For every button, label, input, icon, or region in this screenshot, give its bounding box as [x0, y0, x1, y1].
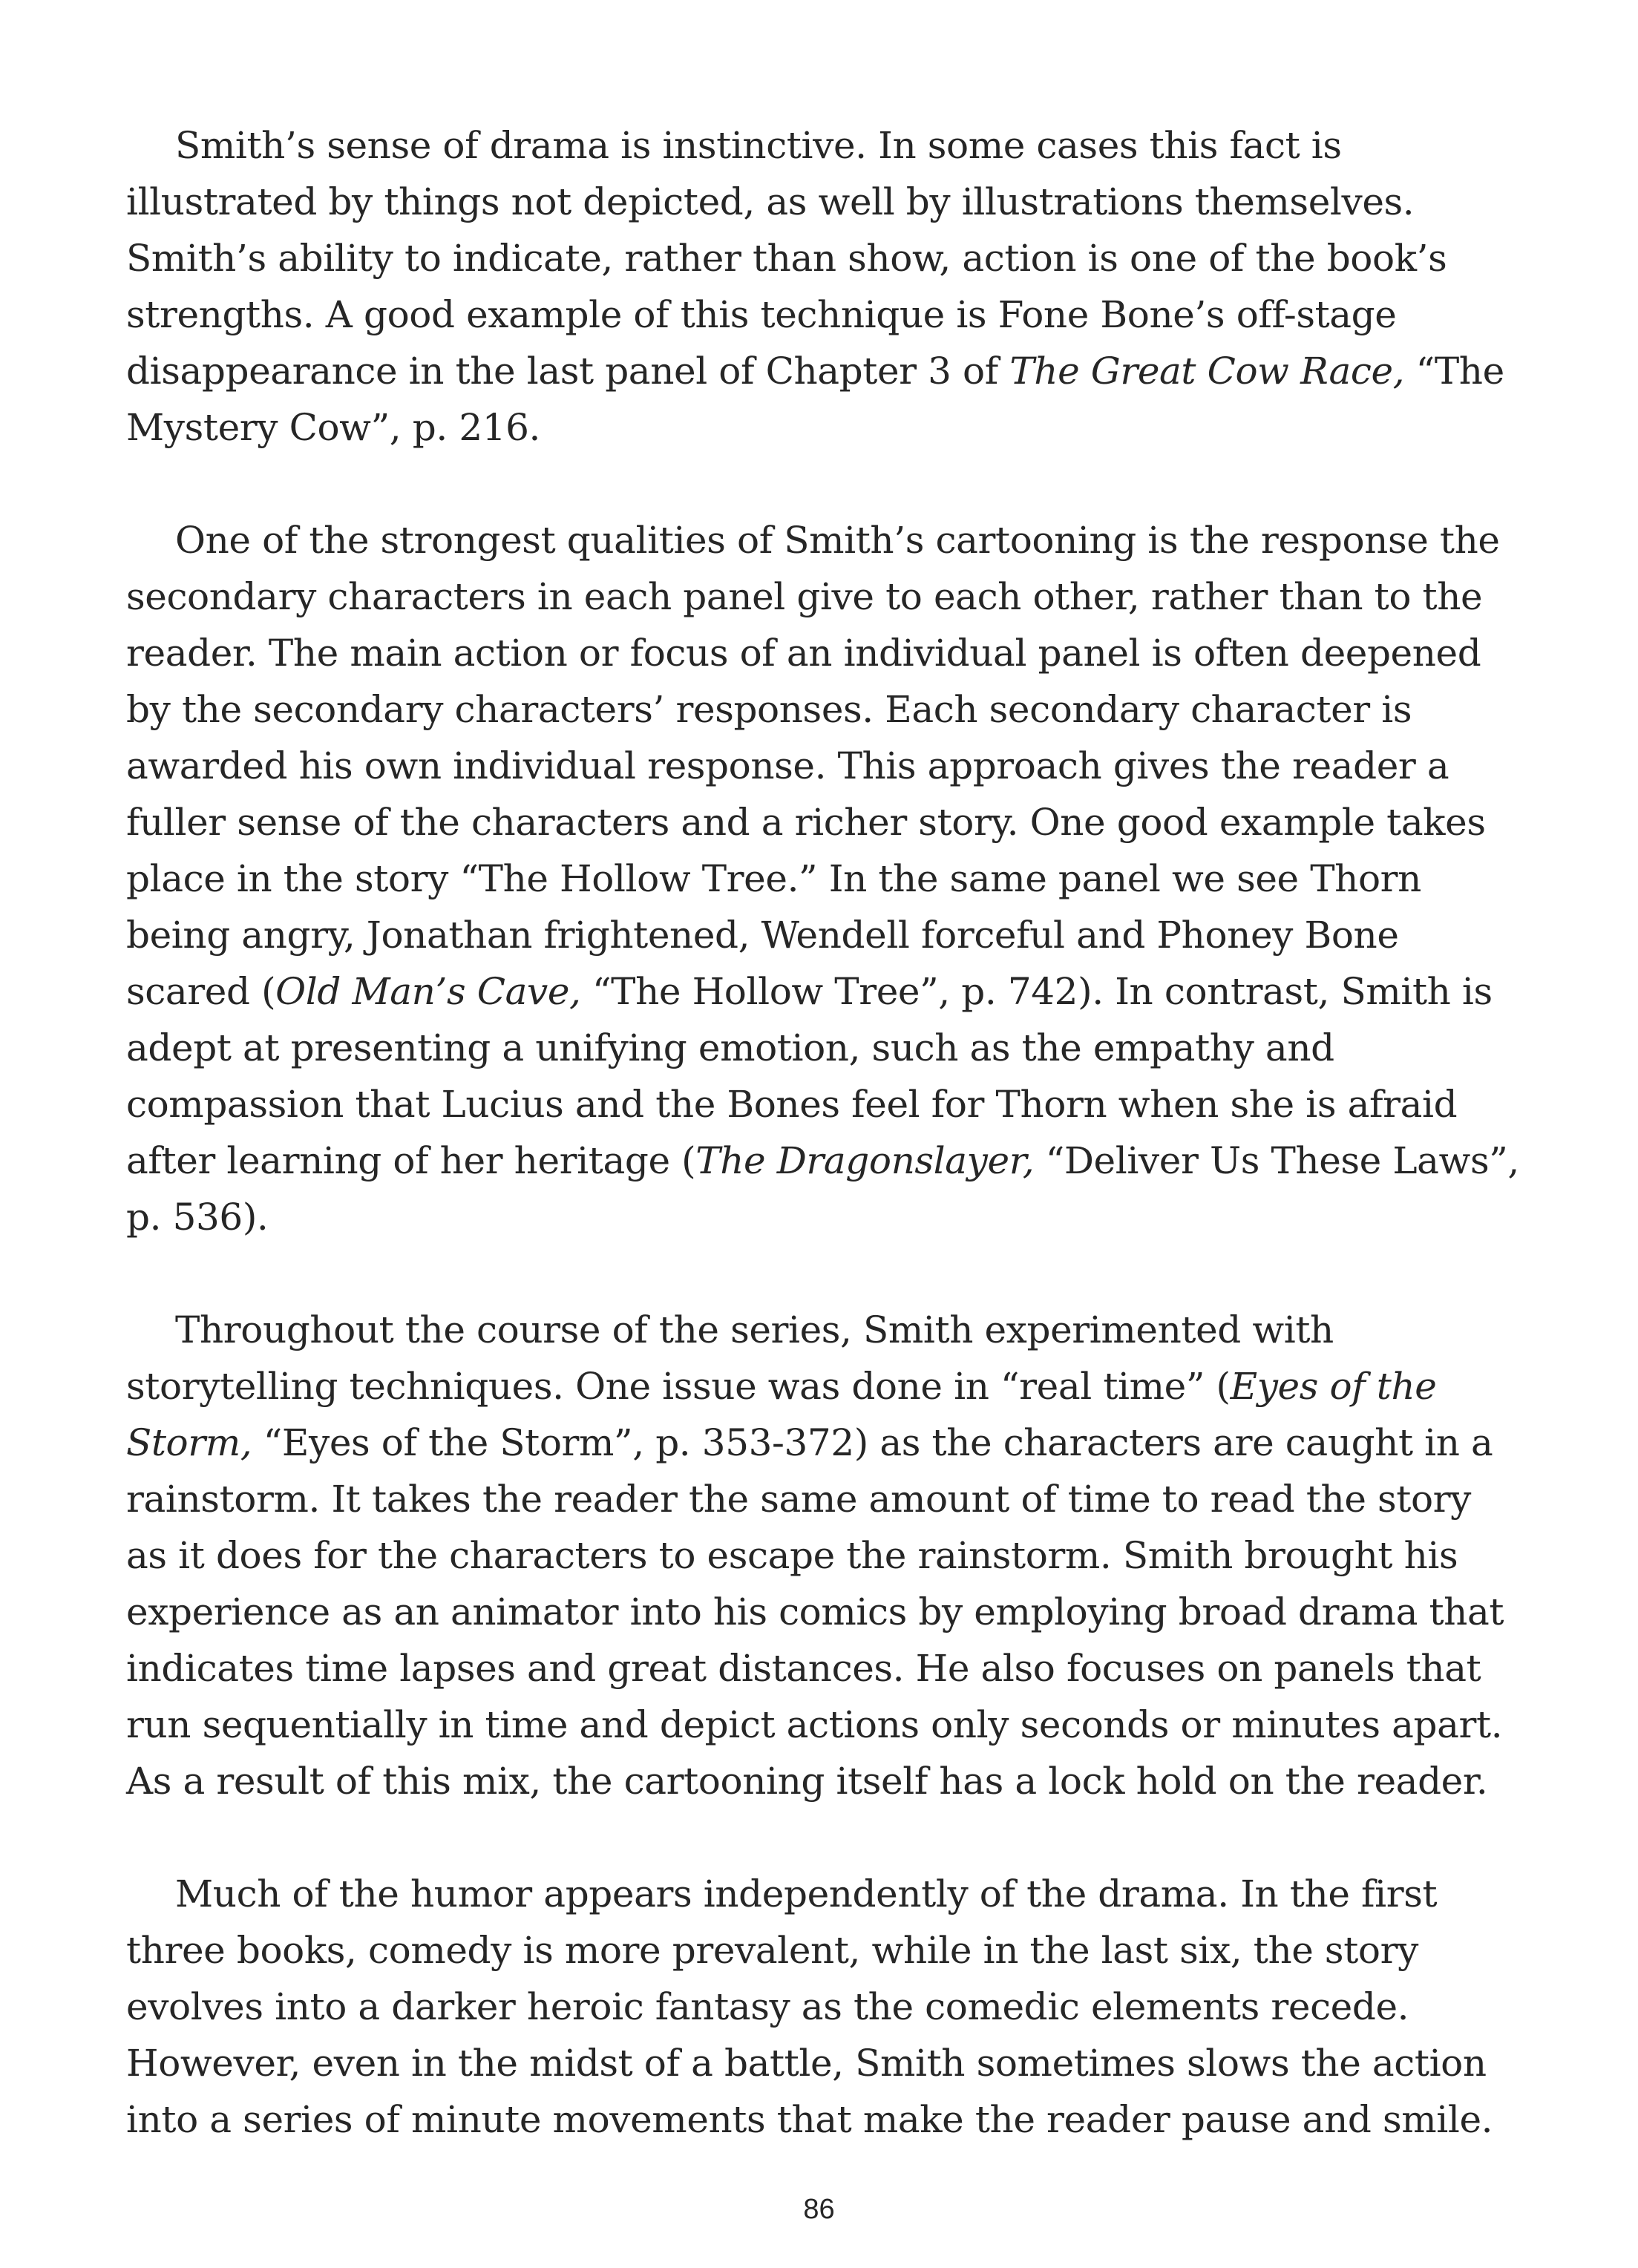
paragraph-text: “The Hollow Tree”, p. 742). In contrast, Smith is adept at presenting a unifying emotion, such as the empathy and compassion that Lucius and the Bones feel for Thorn when she is afraid after learning of her heritage (: [126, 970, 1493, 1182]
paragraph-text: Smith’s sense of drama is instinctive. In some cases this fact is illustrated by things not depicted, as well by illustrations themselves. Smith’s ability to indicate, rather than show, action is one of the book’s strengths. A good example of this technique is Fone Bone’s off-stage disappearance in the last panel of Chapter 3 of: [126, 124, 1447, 393]
book-title: Old Man’s Cave,: [275, 970, 581, 1013]
book-title: The Great Cow Race,: [1009, 350, 1405, 393]
paragraph-drama: [126, 117, 1521, 456]
paragraph-storytelling: [126, 1302, 1521, 1809]
paragraph-text: “Deliver Us These Laws”, p. 536).: [126, 1139, 1519, 1239]
book-title: The Dragonslayer,: [695, 1139, 1035, 1182]
paragraph-text: “The Mystery Cow”, p. 216.: [126, 350, 1504, 449]
book-title: Eyes of the Storm,: [126, 1365, 1437, 1464]
body-text: [126, 117, 1521, 2204]
paragraph-text: “Eyes of the Storm”, p. 353-372) as the characters are caught in a rainstorm. It takes the reader the same amount of time to read the story as it does for the characters to escape the rainstorm. Smith brought his experience as an animator into his comics by employing broad drama that indicates time lapses and great distances. He also focuses on panels that run sequentially in time and depict actions only seconds or minutes apart. As a result of this mix, the cartooning itself has a lock hold on the reader.: [126, 1421, 1504, 1803]
paragraph-text: Throughout the course of the series, Smith experimented with storytelling techniques. One issue was done in “real time” (: [126, 1308, 1334, 1408]
paragraph-humor: [126, 1866, 1521, 2148]
page-number: 86: [803, 2194, 835, 2225]
paragraph-secondary-characters: [126, 512, 1521, 1245]
paragraph-text: Much of the humor appears independently of the drama. In the first three books, comedy is more prevalent, while in the last six, the story evolves into a darker heroic fantasy as the comedic elements recede. However, even in the midst of a battle, Smith sometimes slows the action into a series of minute movements that make the reader pause and smile.: [126, 1872, 1493, 2141]
paragraph-text: One of the strongest qualities of Smith’s cartooning is the response the secondary characters in each panel give to each other, rather than to the reader. The main action or focus of an individual panel is often deepened by the secondary characters’ responses. Each secondary character is awarded his own individual response. This approach gives the reader a fuller sense of the characters and a richer story. One good example takes place in the story “The Hollow Tree.” In the same panel we see Thorn being angry, Jonathan frightened, Wendell forceful and Phoney Bone scared (: [126, 519, 1500, 1013]
